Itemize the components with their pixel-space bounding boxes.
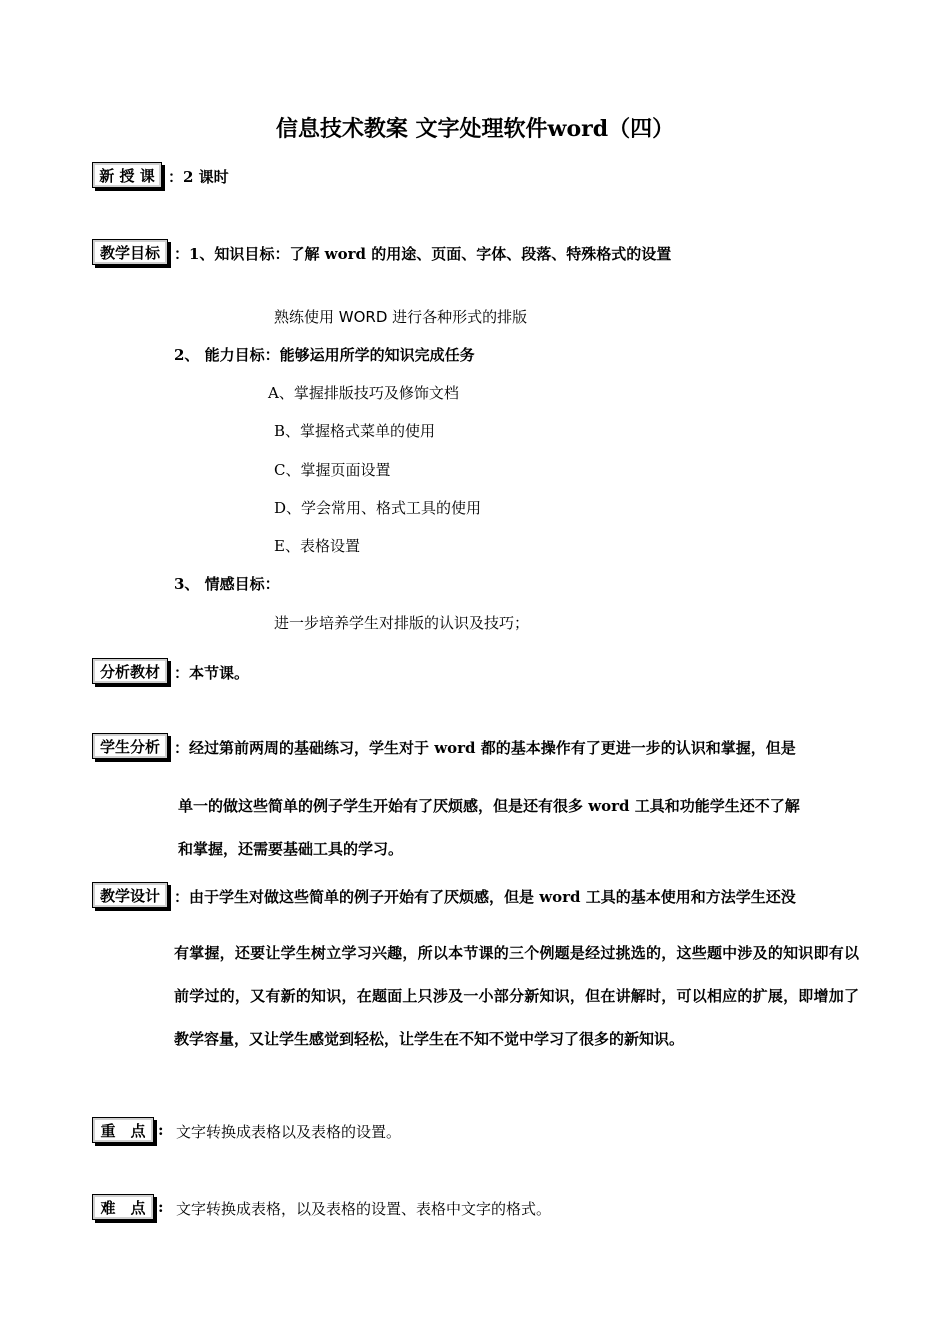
ability-item: A、掌握排版技巧及修饰文档	[268, 384, 459, 402]
label-students: 学生分析	[92, 733, 168, 759]
students-line: 单一的做这些简单的例子学生开始有了厌烦感，但是还有很多 word 工具和功能学生还不了解	[178, 797, 800, 815]
ability-item: B、掌握格式菜单的使用	[274, 422, 436, 440]
key-point-colon: :	[158, 1121, 164, 1139]
page-title: 信息技术教案 文字处理软件word（四）	[275, 116, 675, 142]
label-difficulty: 难 点	[92, 1194, 154, 1220]
label-design: 教学设计	[92, 882, 168, 908]
ability-item: E、表格设置	[274, 537, 360, 555]
objective-emotion-sub: 进一步培养学生对排版的认识及技巧；	[274, 614, 530, 632]
design-paragraph: 有掌握，还要让学生树立学习兴趣，所以本节课的三个例题是经过挑选的，这些题中涉及的知识即有以前学过的，又有新的知识，在题面上只涉及一小部分新知识，但在讲解时，可以相应的扩展，即增加了教学容量，又让学生感觉到轻松，让学生在不知不觉中学习了很多的新知识。	[174, 944, 859, 1048]
objective-knowledge-sub: 熟练使用 WORD 进行各种形式的排版	[274, 308, 528, 326]
students-line: 和掌握，还需要基础工具的学习。	[178, 840, 404, 858]
difficulty-colon: :	[158, 1198, 164, 1216]
difficulty-text: 文字转换成表格，以及表格的设置、表格中文字的格式。	[176, 1200, 552, 1218]
label-key-point: 重 点	[92, 1117, 154, 1143]
objective-knowledge: ：1、知识目标：了解 word 的用途、页面、字体、段落、特殊格式的设置	[174, 245, 672, 263]
label-objectives: 教学目标	[92, 239, 168, 265]
objective-ability: 2、 能力目标：能够运用所学的知识完成任务	[174, 346, 475, 364]
students-line: ：经过第前两周的基础练习，学生对于 word 都的基本操作有了更进一步的认识和掌握，但是	[174, 739, 796, 757]
ability-item: C、掌握页面设置	[274, 461, 391, 479]
label-new-lesson: 新 授 课	[92, 162, 162, 188]
label-material: 分析教材	[92, 658, 168, 684]
key-point-text: 文字转换成表格以及表格的设置。	[176, 1123, 402, 1141]
design-line: ：由于学生对做这些简单的例子开始有了厌烦感，但是 word 工具的基本使用和方法学生还没	[174, 888, 796, 906]
material-text: ：本节课。	[174, 664, 250, 682]
objective-emotion: 3、 情感目标：	[174, 575, 280, 593]
new-lesson-text: ：2 课时	[168, 168, 229, 186]
ability-item: D、学会常用、格式工具的使用	[274, 499, 482, 517]
